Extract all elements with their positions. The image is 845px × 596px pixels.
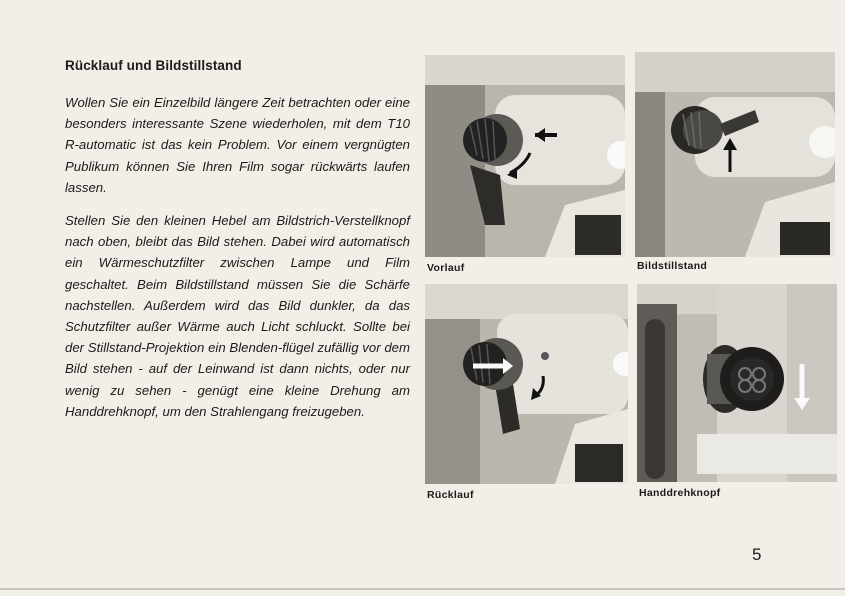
page-number: 5: [752, 545, 762, 564]
paragraph-2: Stellen Sie den kleinen Hebel am Bildstrich-Verstellknopf nach oben, bleibt das Bild stehen. Dabei wird automatisch ein Wärmeschutzfilter zwischen Lampe und Film geschaltet. Beim Bildstillstand müssen Sie die Schärfe nachstellen. Außerdem wird das Bild dunkler, da das Schutzfilter außer Wärme auch Licht schluckt. Sollte bei der Stillstand-Projektion ein Blenden-flügel zufällig vor dem Bild stehen - auf der Leinwand ist dann nichts, oder nur wenig zu sehen - genügt eine kleine Drehung am Handdrehknopf, um den Strahlengang freizugeben.: [65, 213, 410, 419]
paragraph-1: Wollen Sie ein Einzelbild längere Zeit betrachten oder eine besonders interessante Szene wiederholen, mit dem T10 R-automatic ist das kein Problem. Vor einem vergnügten Publikum können Sie Ihren Film sogar rückwärts laufen lassen.: [65, 95, 410, 195]
photo-ruecklauf: [425, 284, 628, 484]
caption-vorlauf: Vorlauf: [427, 262, 465, 274]
photo-handdrehknopf: [637, 284, 837, 482]
page-edge-divider: [0, 588, 845, 590]
caption-handdrehknopf: Handdrehknopf: [639, 487, 721, 499]
photo-bildstillstand: [635, 52, 835, 257]
photo-vorlauf: [425, 55, 625, 257]
caption-bildstillstand: Bildstillstand: [637, 260, 708, 272]
section-heading: Rücklauf und Bildstillstand: [65, 58, 242, 73]
body-text: [65, 92, 410, 434]
caption-ruecklauf: Rücklauf: [427, 489, 474, 501]
